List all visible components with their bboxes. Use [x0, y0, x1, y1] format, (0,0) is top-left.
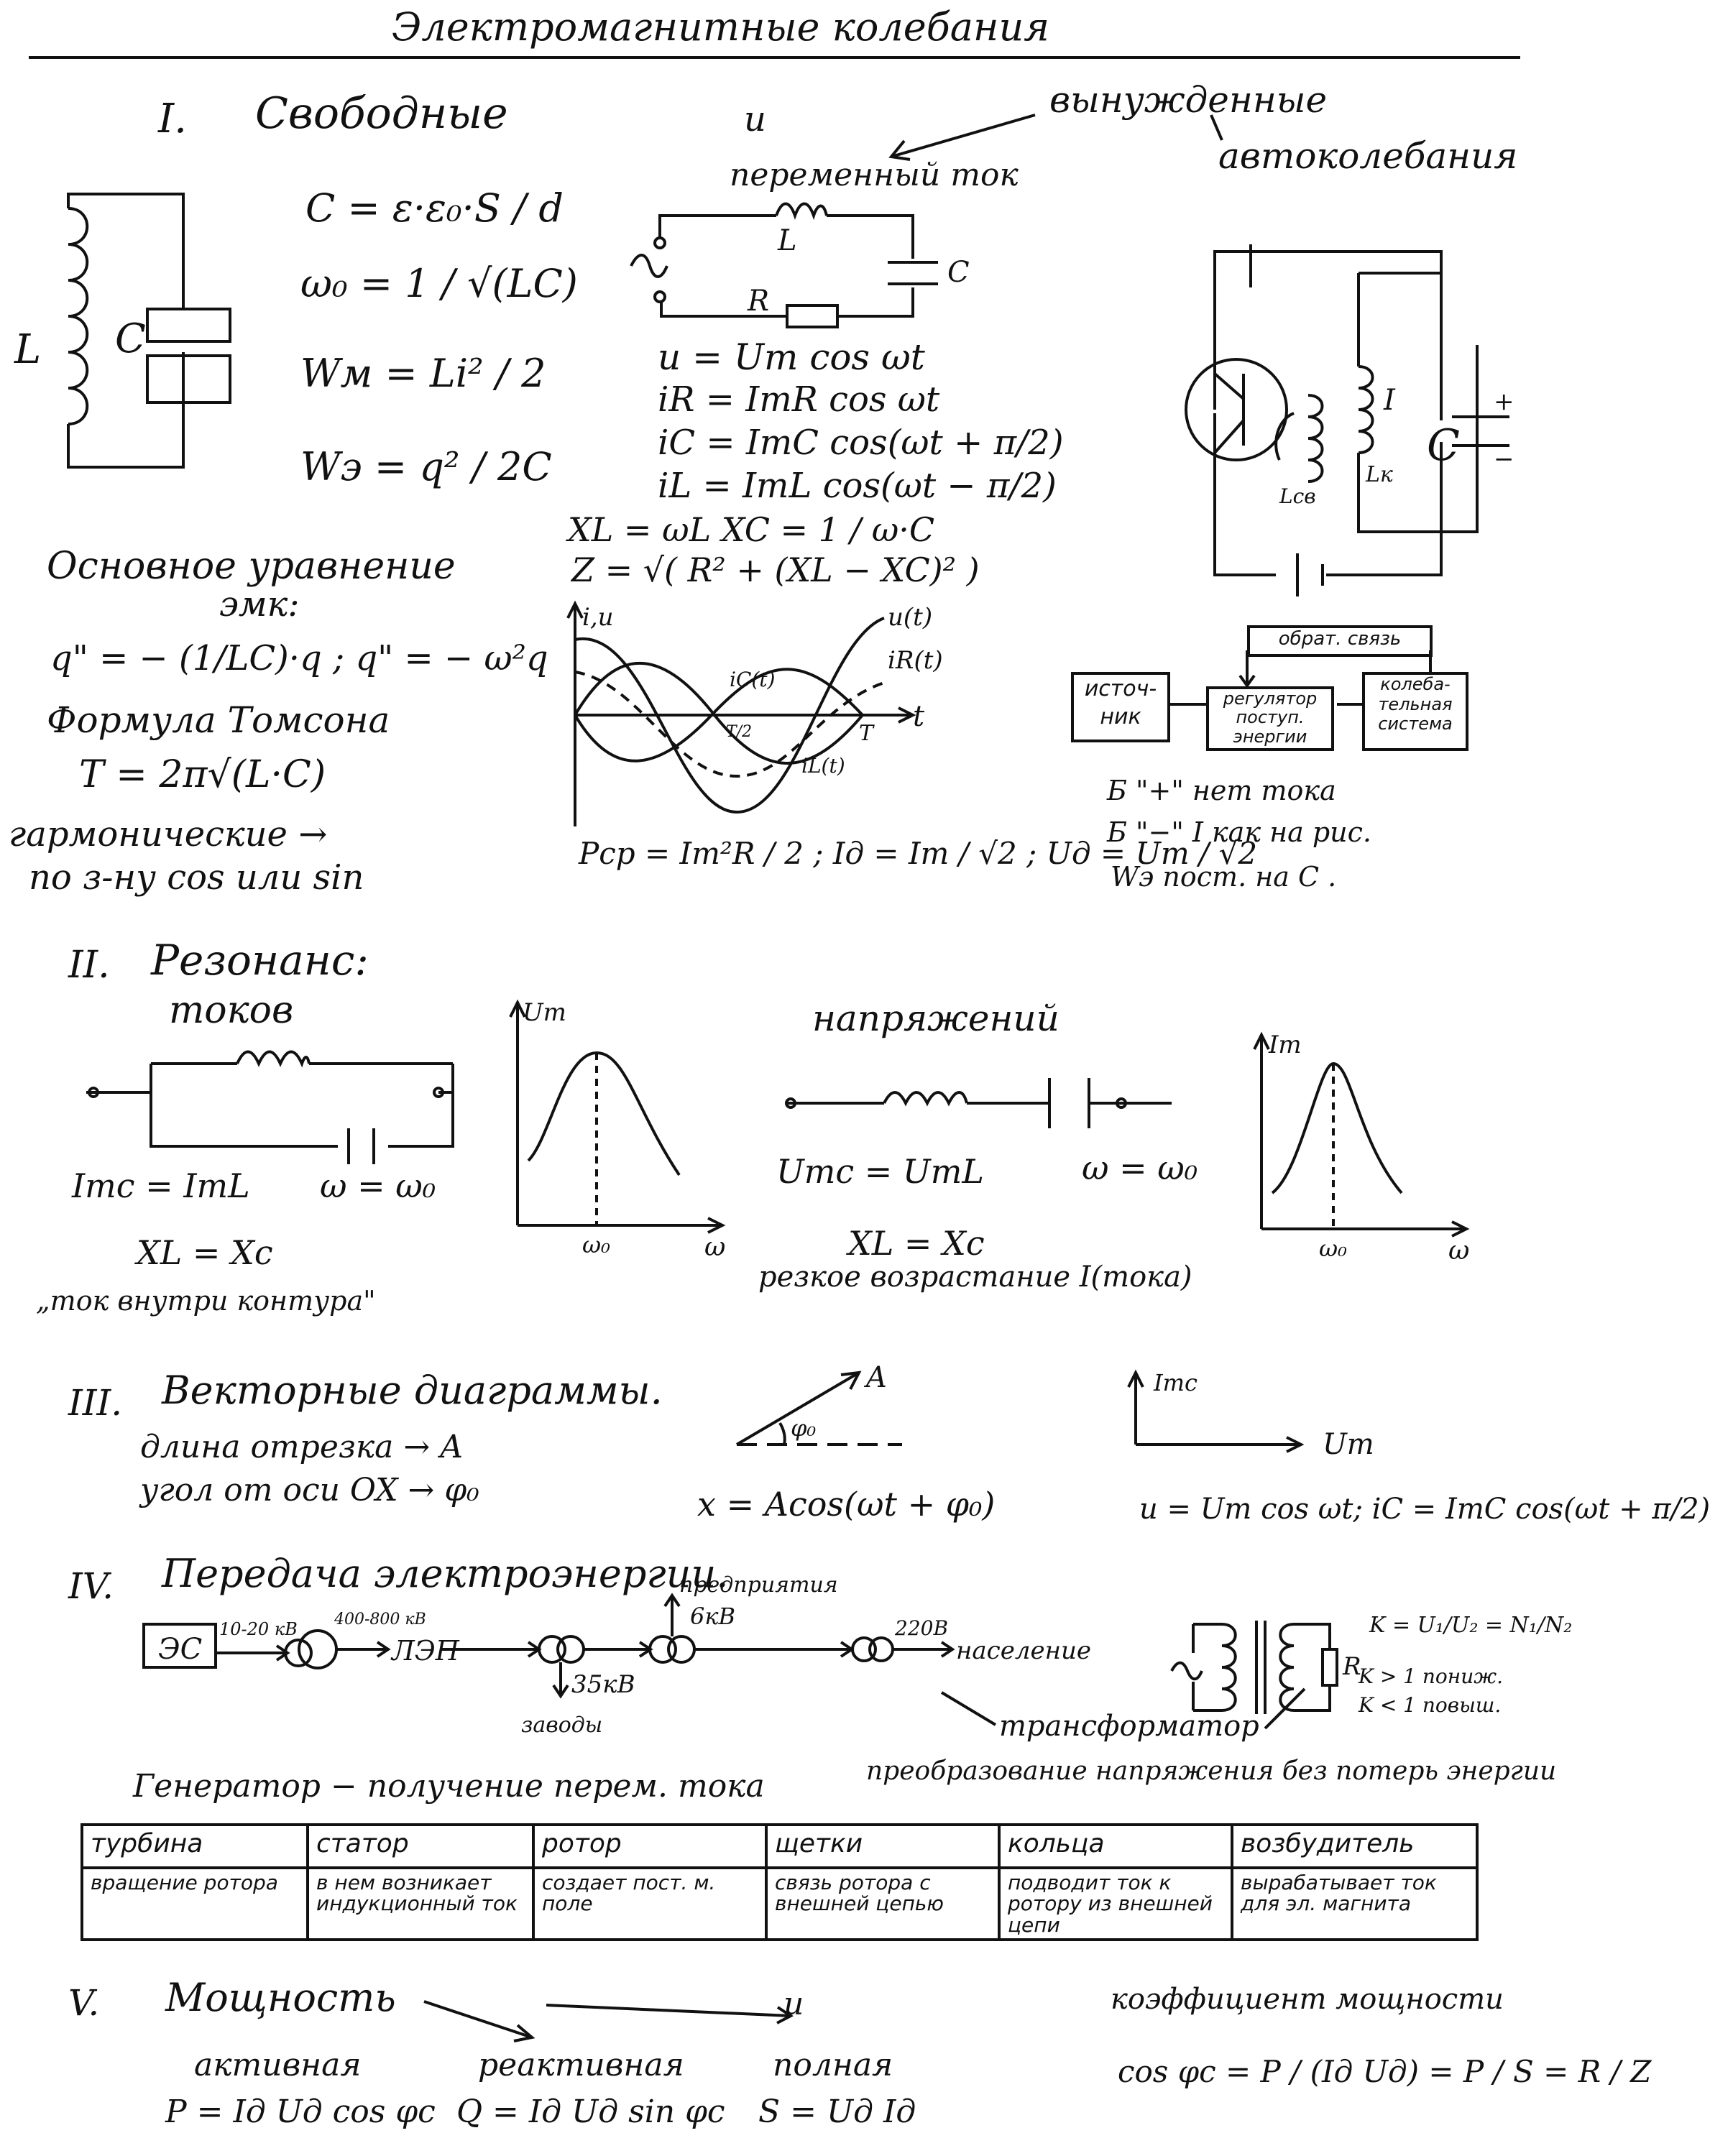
ac-inductor [776, 204, 827, 216]
ac-circuit [618, 194, 978, 338]
transformer-k-formula: K = U₁/U₂ = N₁/N₂ [1369, 1613, 1573, 1638]
transformer-2b [558, 1636, 584, 1662]
res-plot1-w0-label: ω₀ [582, 1231, 610, 1258]
main-equation-title: Основное уравнение [47, 545, 456, 588]
ac-waveform-graph [553, 596, 956, 834]
formula-reactance: XL = ωL XC = 1 / ω·C [568, 510, 935, 549]
generator-table-row [82, 1868, 1477, 1940]
formula-u: u = Um cos ωt [658, 336, 925, 378]
transistor-lead-2 [1215, 420, 1244, 453]
coil-Lsv [1308, 395, 1323, 482]
res-plot2-curve [1272, 1064, 1402, 1193]
formula-iC: iC = ImC cos(ωt + π/2) [658, 423, 1064, 463]
formula-impedance: Z = √( R² + (XL − XC)² ) [571, 550, 980, 589]
series-lc-circuit [780, 1078, 1154, 1135]
tx-label-kv6: 6кВ [690, 1603, 735, 1630]
section-1-and: и [744, 99, 766, 139]
graph-label-iL: iL(t) [801, 754, 845, 778]
res-currents-note: „ток внутри контура" [36, 1285, 376, 1317]
resonance-plot-currents [507, 995, 744, 1262]
graph-axis-y-label: i,u [582, 603, 614, 632]
generator-cell-rotor: создает пост. м. поле [533, 1868, 766, 1940]
auto-note-1: Б "+" нет тока [1107, 775, 1336, 806]
transformer-1b [299, 1631, 336, 1668]
vector-diagram-UI [1128, 1362, 1374, 1461]
section-5-and: и [783, 1986, 804, 2022]
transformer-description: преобразование напряжения без потерь энергии [866, 1756, 1557, 1786]
block-connectors [1164, 632, 1466, 726]
arrow-forced-to-ac-head [891, 141, 910, 160]
transformer-source [1172, 1663, 1202, 1680]
transformer-k-up: K < 1 повыш. [1359, 1693, 1502, 1717]
inductor-coil [68, 208, 87, 424]
arrow-forced-to-auto [1211, 115, 1222, 140]
tx-label-ent: предприятия [679, 1572, 838, 1598]
generator-cell-stator: в нем возникает индукционный ток [308, 1868, 533, 1940]
vector-formula-u: u = Um cos ωt; iC = ImC cos(ωt + π/2) [1139, 1493, 1710, 1526]
generator-cell-rings: подводит ток к ротору из внешней цепи [999, 1868, 1232, 1940]
tx-label-lep: ЛЭП [392, 1635, 459, 1667]
resonance-plot-voltages [1251, 1028, 1488, 1266]
block-oscillator: колеба-тельная система [1362, 672, 1468, 751]
power-full-label: полная [773, 2047, 893, 2083]
res-plot2-y-label: Im [1269, 1031, 1302, 1059]
section-1-forced: вынужденные [1049, 79, 1328, 121]
section-4-number: IV. [68, 1565, 114, 1607]
section-1-ac: переменный ток [730, 157, 1019, 193]
section-5-title: Мощность [165, 1975, 396, 2020]
ac-source-symbol [631, 255, 667, 277]
generator-table-header-row [82, 1825, 1477, 1868]
generator-header-stator: статор [308, 1825, 533, 1868]
harmonic-line-1: гармонические → [9, 814, 328, 854]
tx-label-kv1: 10-20 кВ [219, 1619, 298, 1639]
ac-label-C: C [947, 256, 970, 289]
arrow-to-reactive [424, 2001, 532, 2037]
res-currents-f1: Imc = ImL [72, 1166, 250, 1205]
power-factor-formula: cos φc = P / (Iд Uд) = P / S = R / Z [1118, 2054, 1652, 2089]
block-source: источ-ник [1071, 672, 1170, 742]
auto-label-plus: + [1494, 387, 1514, 416]
parallel-wire [86, 1064, 453, 1146]
auto-label-minus: − [1494, 445, 1514, 474]
vector-line-1: длина отрезка → A [140, 1429, 463, 1465]
section-3-number: III. [68, 1382, 123, 1424]
graph-label-iC: iC(t) [730, 668, 776, 691]
section-1-free: Свободные [255, 88, 508, 139]
formula-omega0: ω₀ = 1 / √(LC) [300, 261, 578, 306]
lc-circuit [0, 165, 302, 489]
auto-note-2: Б "−" I как на рис. [1107, 816, 1372, 848]
section-1-number: I. [158, 96, 187, 142]
power-active-label: активная [194, 2047, 362, 2083]
parallel-lc-circuit [79, 1049, 453, 1157]
main-equation-sub: эмк: [219, 584, 300, 625]
auto-note-3: Wэ пост. на C . [1111, 861, 1337, 893]
tx-label-kv2: 400-800 кВ [334, 1611, 426, 1628]
feedback-box: обрат. связь [1247, 625, 1433, 657]
auto-wire-emitter [1215, 244, 1251, 410]
generator-header-rings: кольца [999, 1825, 1232, 1868]
coil-Lk [1359, 367, 1373, 453]
generator-table [81, 1823, 1479, 1941]
res-voltages-note: резкое возрастание I(тока) [758, 1261, 1192, 1294]
generator-header-turbine: турбина [82, 1825, 308, 1868]
power-reactive-formula: Q = Iд Uд sin φc [456, 2093, 725, 2130]
generator-header-rotor: ротор [533, 1825, 766, 1868]
page-title: Электромагнитные колебания [392, 4, 1050, 50]
arrow-to-full [546, 2005, 791, 2016]
section-2-number: II. [68, 944, 110, 987]
power-factor-label: коэффициент мощности [1111, 1983, 1504, 2016]
thomson-title: Формула Томсона [47, 699, 390, 741]
generator-cell-exciter: вырабатывает ток для эл. магнита [1232, 1868, 1477, 1940]
generator-cell-turbine: вращение ротора [82, 1868, 308, 1940]
pointer-right [1265, 1689, 1305, 1728]
ac-resistor [787, 305, 837, 327]
transformer-k-down: K > 1 пониж. [1359, 1664, 1503, 1688]
transformer-4b [870, 1638, 893, 1661]
generator-header-brushes: щетки [766, 1825, 999, 1868]
vector-imc-label: Imc [1154, 1369, 1198, 1396]
capacitor-plate-top [147, 309, 230, 341]
vector-line-2: угол от оси OX → φ₀ [140, 1472, 479, 1508]
ac-label-R: R [748, 285, 770, 318]
res-plot1-x-label: ω [704, 1233, 726, 1262]
block-regulator: регулятор поступ. энергии [1206, 686, 1334, 751]
vector-formula-x: x = Acos(ωt + φ₀) [697, 1485, 996, 1524]
power-arrows [417, 1984, 805, 2055]
res-voltages-f3: XL = Xc [848, 1224, 985, 1263]
ac-terminal-bottom [655, 292, 665, 302]
graph-label-T2: T/2 [726, 723, 753, 741]
res-plot2-w0-label: ω₀ [1319, 1235, 1347, 1262]
thomson-formula: T = 2π√(L·C) [79, 753, 326, 796]
graph-axis-x-label: t [913, 700, 925, 733]
graph-label-iR: iR(t) [888, 646, 943, 675]
graph-label-u: u(t) [888, 603, 933, 632]
auto-label-C: C [1427, 420, 1460, 471]
power-active-formula: P = Iд Uд cos φc [165, 2093, 436, 2130]
res-plot2-x-label: ω [1448, 1236, 1470, 1266]
power-reactive-label: реактивная [478, 2047, 684, 2083]
formula-capacitance: C = ε·ε₀·S / d [305, 185, 564, 231]
capacitor-plate-bottom [147, 356, 230, 402]
auto-label-Lsv: Lсв [1279, 484, 1316, 508]
auto-wire-lc [1359, 273, 1477, 532]
tx-label-pop: население [956, 1636, 1092, 1665]
resonance-voltages: напряжений [812, 998, 1059, 1039]
parallel-inductor [237, 1052, 309, 1064]
res-currents-f3: XL = Xc [137, 1233, 273, 1272]
formula-iR: iR = ImR cos ωt [658, 379, 940, 420]
tx-label-220: 220В [895, 1616, 949, 1640]
res-voltages-f2: ω = ω₀ [1082, 1148, 1198, 1187]
transformer-load [1323, 1649, 1337, 1685]
tx-label-plants: заводы [521, 1713, 603, 1738]
res-currents-f2: ω = ω₀ [320, 1166, 436, 1205]
generator-header-exciter: возбудитель [1232, 1825, 1477, 1868]
vector-A-angle [780, 1423, 785, 1445]
harmonic-line-2: по з-ну cos или sin [29, 857, 364, 898]
section-1-auto: автоколебания [1218, 135, 1518, 177]
auto-wire-outer [1215, 252, 1441, 575]
vector-diagram-A [730, 1362, 931, 1455]
ac-terminal-top [655, 238, 665, 248]
vector-A-label: A [866, 1361, 887, 1394]
section-4-title: Передача электроэнергии. [162, 1551, 729, 1596]
transistor-circle [1186, 359, 1287, 460]
autooscillator-circuit [1150, 244, 1538, 647]
lc-label-L: L [14, 326, 42, 373]
res-plot1-curve [528, 1053, 679, 1175]
series-inductor [884, 1092, 967, 1103]
section-2-title: Резонанс: [151, 936, 369, 985]
section-3-title: Векторные диаграммы. [162, 1368, 663, 1413]
section-5-number: V. [68, 1982, 100, 2024]
formula-iL: iL = ImL cos(ωt − π/2) [658, 466, 1057, 506]
graph-label-T: T [859, 721, 874, 746]
formula-power-rms: Pср = Im²R / 2 ; Iд = Im / √2 ; Uд = Um / √2 [579, 836, 1258, 871]
generator-cell-brushes: связь ротора с внешней цепью [766, 1868, 999, 1940]
vector-um-label: Um [1323, 1428, 1374, 1461]
ac-label-L: L [778, 224, 797, 257]
auto-label-I: I [1384, 384, 1395, 417]
power-full-formula: S = Uд Iд [758, 2093, 916, 2130]
formula-wm: Wм = Li² / 2 [300, 351, 546, 396]
res-plot1-y-label: Um [523, 998, 566, 1027]
generator-title: Генератор − получение перем. тока [133, 1768, 765, 1805]
lc-label-C: C [115, 315, 146, 362]
vector-A-phi: φ₀ [791, 1414, 817, 1442]
resonance-currents: токов [169, 989, 294, 1032]
transistor-lead-1 [1215, 374, 1244, 399]
formula-we: Wэ = q² / 2C [300, 444, 552, 489]
transformer-label: трансформатор [999, 1710, 1259, 1743]
auto-label-Lk: Lк [1366, 462, 1393, 487]
power-station-label: ЭС [158, 1633, 203, 1666]
arrow-forced-to-ac [891, 115, 1035, 157]
main-equation: q" = − (1/LC)·q ; q" = − ω²q [50, 638, 548, 678]
transformer-load-label: R [1343, 1652, 1361, 1681]
pointer-left [942, 1692, 996, 1725]
tx-label-kv35: 35кВ [571, 1670, 635, 1699]
transformer-3b [668, 1636, 694, 1662]
res-voltages-f1: Umc = UmL [776, 1152, 984, 1191]
